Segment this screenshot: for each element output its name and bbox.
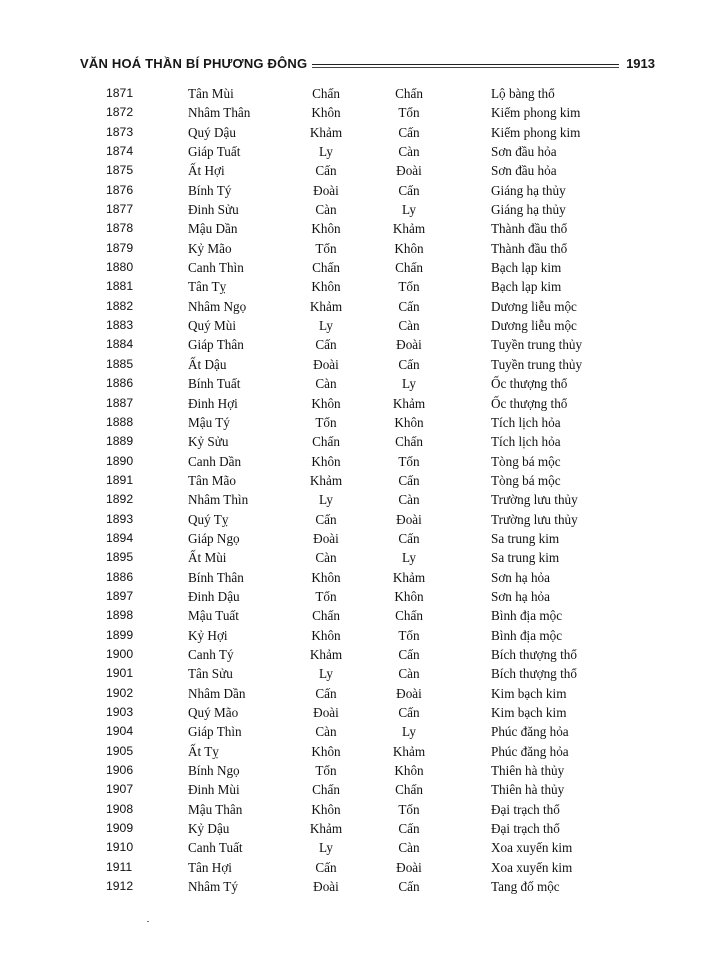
can-chi-cell: Nhâm Thân bbox=[188, 105, 251, 121]
element-cell: Thành đầu thổ bbox=[491, 221, 568, 237]
year-cell: 1876 bbox=[106, 182, 134, 197]
female-trigram-cell: Đoài bbox=[396, 859, 422, 875]
year-cell: 1906 bbox=[106, 763, 134, 778]
year-cell: 1895 bbox=[106, 550, 134, 565]
female-trigram-cell: Cấn bbox=[398, 182, 420, 198]
female-trigram-cell: Đoài bbox=[396, 511, 422, 527]
can-chi-cell: Canh Dần bbox=[188, 453, 242, 469]
table-row bbox=[0, 548, 705, 567]
can-chi-cell: Mậu Tý bbox=[188, 414, 230, 430]
year-cell: 1903 bbox=[106, 705, 134, 719]
page-number: 1913 bbox=[626, 56, 655, 71]
male-trigram-cell: Cấn bbox=[315, 685, 337, 701]
female-trigram-cell: Chấn bbox=[395, 608, 423, 624]
year-cell: 1887 bbox=[106, 395, 134, 410]
year-cell: 1892 bbox=[106, 492, 134, 507]
male-trigram-cell: Khảm bbox=[309, 821, 343, 837]
male-trigram-cell: Khôn bbox=[311, 453, 341, 469]
female-trigram-cell: Khôn bbox=[394, 240, 424, 256]
element-cell: Tòng bá mộc bbox=[491, 472, 561, 488]
year-cell: 1872 bbox=[106, 105, 134, 120]
element-cell: Dương liễu mộc bbox=[491, 318, 577, 334]
table-row bbox=[0, 800, 705, 819]
can-chi-cell: Canh Tuất bbox=[188, 840, 243, 856]
male-trigram-cell: Tốn bbox=[315, 240, 337, 256]
element-cell: Ốc thượng thổ bbox=[491, 376, 568, 392]
can-chi-cell: Tân Tỵ bbox=[188, 279, 227, 295]
table-row bbox=[0, 142, 705, 161]
year-cell: 1880 bbox=[106, 260, 134, 275]
female-trigram-cell: Càn bbox=[398, 318, 420, 334]
year-cell: 1883 bbox=[106, 318, 134, 333]
header-title: VĂN HOÁ THẦN BÍ PHƯƠNG ĐÔNG bbox=[80, 56, 308, 71]
male-trigram-cell: Cấn bbox=[315, 337, 337, 353]
table-row bbox=[0, 664, 705, 683]
table-row bbox=[0, 181, 705, 200]
table-row bbox=[0, 161, 705, 180]
can-chi-cell: Ất Dậu bbox=[188, 356, 227, 372]
element-cell: Phúc đăng hỏa bbox=[491, 724, 569, 740]
table-row bbox=[0, 277, 705, 296]
can-chi-cell: Kỷ Sửu bbox=[188, 434, 229, 450]
male-trigram-cell: Đoài bbox=[313, 182, 339, 198]
element-cell: Đại trạch thổ bbox=[491, 821, 560, 837]
male-trigram-cell: Đoài bbox=[313, 530, 339, 546]
element-cell: Sa trung kim bbox=[491, 530, 560, 546]
header-rule bbox=[312, 64, 619, 65]
year-cell: 1877 bbox=[106, 202, 134, 217]
female-trigram-cell: Cấn bbox=[398, 356, 420, 372]
year-cell: 1909 bbox=[106, 821, 134, 836]
can-chi-cell: Tân Mùi bbox=[188, 86, 234, 101]
year-cell: 1893 bbox=[106, 511, 134, 526]
can-chi-cell: Bính Tý bbox=[188, 182, 232, 198]
female-trigram-cell: Khôn bbox=[394, 588, 424, 604]
table-row bbox=[0, 722, 705, 741]
element-cell: Tang đố mộc bbox=[491, 879, 560, 895]
table-row bbox=[0, 645, 705, 664]
can-chi-cell: Mậu Thân bbox=[188, 801, 243, 817]
running-header bbox=[80, 54, 655, 76]
can-chi-cell: Quý Mão bbox=[188, 705, 239, 720]
male-trigram-cell: Cấn bbox=[315, 859, 337, 875]
year-table bbox=[0, 84, 705, 896]
table-row bbox=[0, 684, 705, 703]
female-trigram-cell: Đoài bbox=[396, 337, 422, 353]
female-trigram-cell: Tốn bbox=[398, 105, 420, 121]
male-trigram-cell: Ly bbox=[319, 318, 333, 334]
element-cell: Trường lưu thủy bbox=[491, 511, 578, 527]
can-chi-cell: Nhâm Ngọ bbox=[188, 298, 247, 314]
table-row bbox=[0, 510, 705, 529]
table-row bbox=[0, 838, 705, 857]
male-trigram-cell: Khôn bbox=[311, 627, 341, 643]
female-trigram-cell: Tốn bbox=[398, 279, 420, 295]
year-cell: 1904 bbox=[106, 724, 134, 739]
female-trigram-cell: Chấn bbox=[395, 434, 423, 450]
can-chi-cell: Kỷ Dậu bbox=[188, 821, 230, 837]
female-trigram-cell: Cấn bbox=[398, 646, 420, 662]
element-cell: Sơn hạ hỏa bbox=[491, 588, 550, 604]
year-cell: 1907 bbox=[106, 782, 134, 797]
female-trigram-cell: Ly bbox=[402, 724, 416, 740]
year-cell: 1897 bbox=[106, 588, 134, 603]
can-chi-cell: Đinh Mùi bbox=[188, 782, 240, 798]
element-cell: Ốc thượng thổ bbox=[491, 395, 568, 411]
element-cell: Bạch lạp kim bbox=[491, 260, 562, 276]
table-row bbox=[0, 123, 705, 142]
can-chi-cell: Ất Mùi bbox=[188, 550, 227, 566]
female-trigram-cell: Càn bbox=[398, 144, 420, 160]
table-row bbox=[0, 316, 705, 335]
can-chi-cell: Bính Ngọ bbox=[188, 763, 240, 779]
male-trigram-cell: Chấn bbox=[312, 434, 340, 450]
can-chi-cell: Giáp Thìn bbox=[188, 724, 242, 740]
female-trigram-cell: Chấn bbox=[395, 260, 423, 276]
year-cell: 1902 bbox=[106, 685, 134, 700]
can-chi-cell: Kỷ Hợi bbox=[188, 627, 228, 643]
can-chi-cell: Đinh Sửu bbox=[188, 202, 239, 218]
female-trigram-cell: Tốn bbox=[398, 801, 420, 817]
can-chi-cell: Quý Tỵ bbox=[188, 511, 229, 527]
table-row bbox=[0, 335, 705, 354]
can-chi-cell: Tân Sửu bbox=[188, 666, 233, 682]
female-trigram-cell: Đoài bbox=[396, 163, 422, 179]
table-row bbox=[0, 355, 705, 374]
female-trigram-cell: Khôn bbox=[394, 414, 424, 430]
year-cell: 1894 bbox=[106, 530, 134, 545]
female-trigram-cell: Ly bbox=[402, 550, 416, 566]
female-trigram-cell: Chấn bbox=[395, 782, 423, 798]
year-cell: 1911 bbox=[106, 859, 133, 874]
year-cell: 1882 bbox=[106, 298, 134, 313]
female-trigram-cell: Ly bbox=[402, 376, 416, 392]
can-chi-cell: Canh Thìn bbox=[188, 260, 244, 276]
table-row bbox=[0, 297, 705, 316]
element-cell: Tích lịch hỏa bbox=[491, 414, 561, 430]
female-trigram-cell: Khảm bbox=[392, 569, 426, 585]
male-trigram-cell: Khôn bbox=[311, 395, 341, 411]
male-trigram-cell: Ly bbox=[319, 144, 333, 160]
male-trigram-cell: Chấn bbox=[312, 782, 340, 798]
element-cell: Xoa xuyến kim bbox=[491, 859, 573, 875]
female-trigram-cell: Cấn bbox=[398, 821, 420, 837]
scan-speck bbox=[147, 921, 149, 922]
can-chi-cell: Quý Mùi bbox=[188, 318, 236, 334]
female-trigram-cell: Cấn bbox=[398, 705, 420, 720]
female-trigram-cell: Tốn bbox=[398, 627, 420, 643]
table-row bbox=[0, 858, 705, 877]
table-row bbox=[0, 84, 705, 103]
table-row bbox=[0, 239, 705, 258]
female-trigram-cell: Khôn bbox=[394, 763, 424, 779]
female-trigram-cell: Tốn bbox=[398, 453, 420, 469]
male-trigram-cell: Khảm bbox=[309, 298, 343, 314]
table-row bbox=[0, 471, 705, 490]
year-cell: 1886 bbox=[106, 376, 134, 391]
male-trigram-cell: Chấn bbox=[312, 260, 340, 276]
can-chi-cell: Nhâm Tý bbox=[188, 879, 238, 895]
table-row bbox=[0, 219, 705, 238]
table-row bbox=[0, 258, 705, 277]
element-cell: Bích thượng thổ bbox=[491, 646, 577, 662]
male-trigram-cell: Ly bbox=[319, 666, 333, 682]
table-row bbox=[0, 568, 705, 587]
male-trigram-cell: Đoài bbox=[313, 356, 339, 372]
can-chi-cell: Giáp Ngọ bbox=[188, 530, 240, 546]
table-row bbox=[0, 200, 705, 219]
male-trigram-cell: Cấn bbox=[315, 511, 337, 527]
year-cell: 1881 bbox=[106, 279, 134, 294]
male-trigram-cell: Khôn bbox=[311, 801, 341, 817]
male-trigram-cell: Càn bbox=[315, 202, 337, 218]
element-cell: Giáng hạ thủy bbox=[491, 182, 566, 198]
female-trigram-cell: Càn bbox=[398, 840, 420, 856]
year-cell: 1873 bbox=[106, 124, 134, 139]
table-row bbox=[0, 529, 705, 548]
female-trigram-cell: Khảm bbox=[392, 221, 426, 237]
year-cell: 1900 bbox=[106, 646, 134, 661]
male-trigram-cell: Đoài bbox=[313, 879, 339, 895]
male-trigram-cell: Càn bbox=[315, 376, 337, 392]
male-trigram-cell: Khảm bbox=[309, 646, 343, 662]
table-row bbox=[0, 490, 705, 509]
year-cell: 1899 bbox=[106, 627, 134, 642]
female-trigram-cell: Đoài bbox=[396, 685, 422, 701]
male-trigram-cell: Tốn bbox=[315, 763, 337, 779]
can-chi-cell: Đinh Dậu bbox=[188, 588, 240, 604]
element-cell: Bình địa mộc bbox=[491, 627, 563, 643]
table-row bbox=[0, 742, 705, 761]
can-chi-cell: Đinh Hợi bbox=[188, 395, 238, 411]
year-cell: 1879 bbox=[106, 240, 134, 255]
male-trigram-cell: Tốn bbox=[315, 414, 337, 430]
male-trigram-cell: Khôn bbox=[311, 221, 341, 237]
can-chi-cell: Nhâm Dần bbox=[188, 685, 246, 701]
table-row bbox=[0, 626, 705, 645]
can-chi-cell: Tân Hợi bbox=[188, 859, 232, 875]
male-trigram-cell: Càn bbox=[315, 550, 337, 566]
year-cell: 1871 bbox=[106, 86, 134, 100]
can-chi-cell: Ất Hợi bbox=[188, 163, 225, 179]
element-cell: Lộ bàng thổ bbox=[491, 86, 555, 101]
male-trigram-cell: Tốn bbox=[315, 588, 337, 604]
table-row bbox=[0, 819, 705, 838]
male-trigram-cell: Chấn bbox=[312, 86, 340, 101]
element-cell: Dương liễu mộc bbox=[491, 298, 577, 314]
year-cell: 1878 bbox=[106, 221, 134, 236]
table-row bbox=[0, 394, 705, 413]
element-cell: Phúc đăng hỏa bbox=[491, 743, 569, 759]
table-row bbox=[0, 703, 705, 722]
year-cell: 1884 bbox=[106, 337, 134, 352]
year-cell: 1890 bbox=[106, 453, 134, 468]
female-trigram-cell: Cấn bbox=[398, 472, 420, 488]
element-cell: Kiếm phong kim bbox=[491, 105, 581, 121]
year-cell: 1901 bbox=[106, 666, 134, 681]
element-cell: Tuyền trung thủy bbox=[491, 356, 583, 372]
table-row bbox=[0, 606, 705, 625]
table-row bbox=[0, 103, 705, 122]
element-cell: Sơn đầu hỏa bbox=[491, 163, 557, 179]
can-chi-cell: Tân Mão bbox=[188, 472, 236, 488]
can-chi-cell: Giáp Tuất bbox=[188, 144, 241, 160]
male-trigram-cell: Ly bbox=[319, 840, 333, 856]
element-cell: Thiên hà thủy bbox=[491, 763, 565, 779]
table-row bbox=[0, 780, 705, 799]
female-trigram-cell: Ly bbox=[402, 202, 416, 218]
element-cell: Giáng hạ thủy bbox=[491, 202, 566, 218]
year-cell: 1886 bbox=[106, 569, 134, 584]
female-trigram-cell: Cấn bbox=[398, 124, 420, 140]
year-cell: 1889 bbox=[106, 434, 134, 449]
element-cell: Trường lưu thủy bbox=[491, 492, 578, 508]
element-cell: Tòng bá mộc bbox=[491, 453, 561, 469]
male-trigram-cell: Ly bbox=[319, 492, 333, 508]
element-cell: Thành đầu thổ bbox=[491, 240, 568, 256]
year-cell: 1908 bbox=[106, 801, 134, 816]
element-cell: Xoa xuyến kim bbox=[491, 840, 573, 856]
table-row bbox=[0, 452, 705, 471]
female-trigram-cell: Khảm bbox=[392, 395, 426, 411]
male-trigram-cell: Khôn bbox=[311, 105, 341, 121]
year-cell: 1891 bbox=[106, 472, 134, 487]
year-cell: 1875 bbox=[106, 163, 134, 178]
table-row bbox=[0, 413, 705, 432]
can-chi-cell: Quý Dậu bbox=[188, 124, 236, 140]
female-trigram-cell: Khảm bbox=[392, 743, 426, 759]
can-chi-cell: Kỷ Mão bbox=[188, 240, 232, 256]
element-cell: Kim bạch kim bbox=[491, 705, 567, 720]
male-trigram-cell: Khôn bbox=[311, 569, 341, 585]
male-trigram-cell: Cấn bbox=[315, 163, 337, 179]
year-cell: 1885 bbox=[106, 356, 134, 371]
element-cell: Thiên hà thủy bbox=[491, 782, 565, 798]
female-trigram-cell: Càn bbox=[398, 492, 420, 508]
can-chi-cell: Bính Thân bbox=[188, 569, 244, 585]
table-row bbox=[0, 374, 705, 393]
element-cell: Kiếm phong kim bbox=[491, 124, 581, 140]
can-chi-cell: Ất Tỵ bbox=[188, 743, 219, 759]
element-cell: Bạch lạp kim bbox=[491, 279, 562, 295]
male-trigram-cell: Khôn bbox=[311, 279, 341, 295]
element-cell: Bình địa mộc bbox=[491, 608, 563, 624]
female-trigram-cell: Cấn bbox=[398, 879, 420, 895]
male-trigram-cell: Đoài bbox=[313, 705, 339, 720]
female-trigram-cell: Cấn bbox=[398, 298, 420, 314]
year-cell: 1912 bbox=[106, 879, 134, 894]
element-cell: Kim bạch kim bbox=[491, 685, 567, 701]
can-chi-cell: Nhâm Thìn bbox=[188, 492, 249, 508]
male-trigram-cell: Khảm bbox=[309, 124, 343, 140]
element-cell: Đại trạch thổ bbox=[491, 801, 560, 817]
table-row bbox=[0, 761, 705, 780]
element-cell: Bích thượng thổ bbox=[491, 666, 577, 682]
table-row bbox=[0, 877, 705, 896]
year-cell: 1888 bbox=[106, 414, 134, 429]
year-cell: 1898 bbox=[106, 608, 134, 623]
female-trigram-cell: Cấn bbox=[398, 530, 420, 546]
female-trigram-cell: Càn bbox=[398, 666, 420, 682]
year-cell: 1905 bbox=[106, 743, 134, 758]
can-chi-cell: Canh Tý bbox=[188, 646, 234, 662]
element-cell: Tích lịch hỏa bbox=[491, 434, 561, 450]
male-trigram-cell: Chấn bbox=[312, 608, 340, 624]
year-cell: 1910 bbox=[106, 840, 134, 855]
female-trigram-cell: Chấn bbox=[395, 86, 423, 101]
element-cell: Sơn đầu hỏa bbox=[491, 144, 557, 160]
can-chi-cell: Giáp Thân bbox=[188, 337, 244, 353]
can-chi-cell: Mậu Dần bbox=[188, 221, 238, 237]
year-cell: 1874 bbox=[106, 144, 134, 159]
element-cell: Sơn hạ hỏa bbox=[491, 569, 550, 585]
element-cell: Tuyền trung thủy bbox=[491, 337, 583, 353]
table-row bbox=[0, 587, 705, 606]
element-cell: Sa trung kim bbox=[491, 550, 560, 566]
male-trigram-cell: Khôn bbox=[311, 743, 341, 759]
male-trigram-cell: Càn bbox=[315, 724, 337, 740]
can-chi-cell: Bính Tuất bbox=[188, 376, 241, 392]
can-chi-cell: Mậu Tuất bbox=[188, 608, 239, 624]
male-trigram-cell: Khảm bbox=[309, 472, 343, 488]
table-row bbox=[0, 432, 705, 451]
